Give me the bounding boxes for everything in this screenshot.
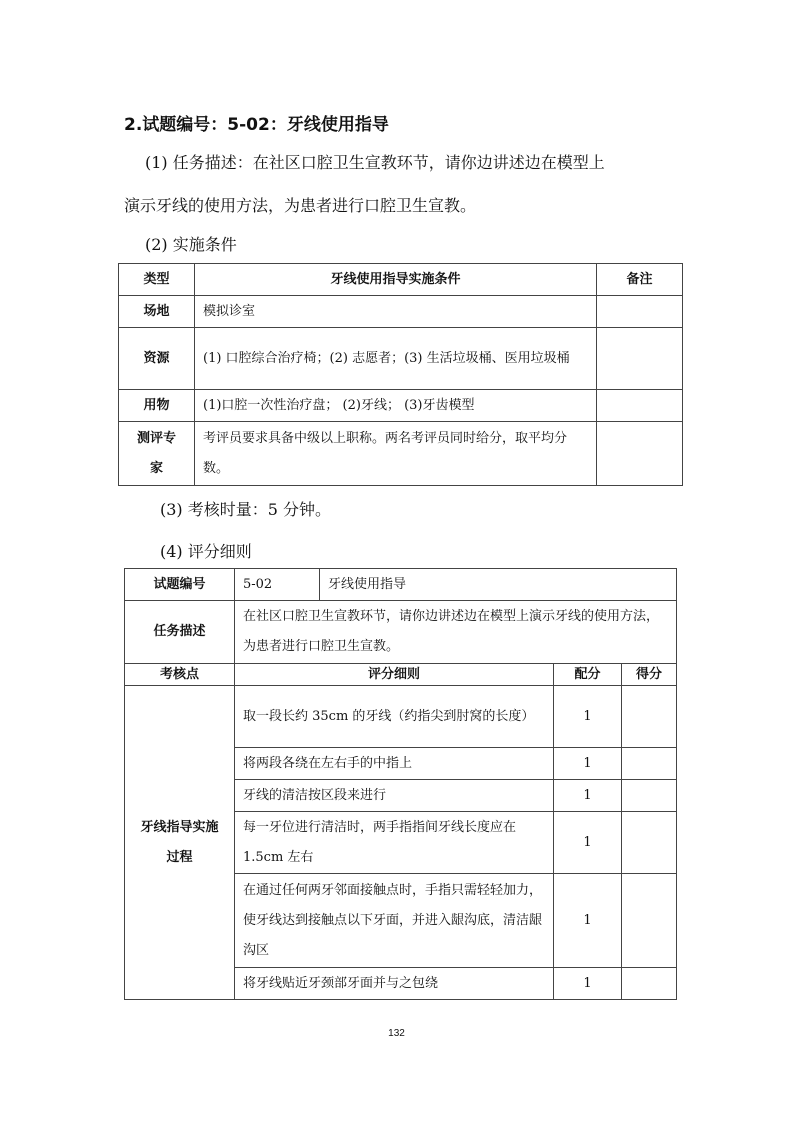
task-description-line1: (1) 任务描述：在社区口腔卫生宣教环节，请你边讲述边在模型上 (145, 153, 605, 172)
detail-cell: 在通过任何两牙邻面接触点时，手指只需轻轻加力，使牙线达到接触点以下牙面，并进入龈沟底，清洁龈沟区 (235, 874, 554, 968)
table-header-row (125, 664, 677, 686)
note-cell (597, 296, 683, 328)
section-conditions-heading: (2) 实施条件 (145, 235, 237, 254)
points-cell: 1 (554, 968, 622, 1000)
conditions-table (118, 263, 683, 486)
points-cell: 1 (554, 874, 622, 968)
score-cell (622, 780, 677, 812)
section-time-limit: (3) 考核时量：5 分钟。 (160, 500, 332, 519)
content-cell: (1)口腔一次性治疗盘； (2)牙线； (3)牙齿模型 (195, 390, 597, 422)
points-cell: 1 (554, 748, 622, 780)
desc-label: 任务描述 (125, 601, 235, 664)
content-cell: 模拟诊室 (195, 296, 597, 328)
table-row (119, 422, 683, 486)
content-cell: 考评员要求具备中级以上职称。两名考评员同时给分，取平均分数。 (195, 422, 597, 486)
header-cell: 备注 (597, 264, 683, 296)
detail-cell: 每一牙位进行清洁时，两手指指间牙线长度应在 1.5cm 左右 (235, 812, 554, 874)
task-description-line2: 演示牙线的使用方法，为患者进行口腔卫生宣教。 (124, 196, 477, 215)
group-cell: 牙线指导实施过程 (125, 686, 235, 1000)
table-row (125, 686, 677, 748)
table-row (119, 296, 683, 328)
section-scoring-heading: (4) 评分细则 (160, 542, 252, 561)
table-row (125, 569, 677, 601)
page-number: 132 (388, 1028, 405, 1039)
detail-cell: 取一段长约 35cm 的牙线（约指尖到肘窝的长度） (235, 686, 554, 748)
id-label: 试题编号 (125, 569, 235, 601)
note-cell (597, 328, 683, 390)
id-value: 5-02 (235, 569, 320, 601)
content-cell: (1) 口腔综合治疗椅；(2) 志愿者；(3) 生活垃圾桶、医用垃圾桶 (195, 328, 597, 390)
table-row (119, 328, 683, 390)
type-cell: 用物 (119, 390, 195, 422)
note-cell (597, 390, 683, 422)
header-cell: 评分细则 (235, 664, 554, 686)
score-cell (622, 812, 677, 874)
points-cell: 1 (554, 780, 622, 812)
header-cell: 得分 (622, 664, 677, 686)
header-cell: 考核点 (125, 664, 235, 686)
score-cell (622, 968, 677, 1000)
note-cell (597, 422, 683, 486)
score-cell (622, 874, 677, 968)
points-cell: 1 (554, 686, 622, 748)
header-cell: 配分 (554, 664, 622, 686)
score-cell (622, 686, 677, 748)
table-header-row (119, 264, 683, 296)
table-row (125, 601, 677, 664)
detail-cell: 牙线的清洁按区段来进行 (235, 780, 554, 812)
detail-cell: 将两段各绕在左右手的中指上 (235, 748, 554, 780)
type-cell: 场地 (119, 296, 195, 328)
header-cell: 牙线使用指导实施条件 (195, 264, 597, 296)
header-cell: 类型 (119, 264, 195, 296)
score-cell (622, 748, 677, 780)
id-name: 牙线使用指导 (320, 569, 677, 601)
type-cell: 测评专家 (119, 422, 195, 486)
section-title: 2.试题编号：5-02：牙线使用指导 (124, 115, 389, 135)
desc-value: 在社区口腔卫生宣教环节，请你边讲述边在模型上演示牙线的使用方法，为患者进行口腔卫生宣教。 (235, 601, 677, 664)
detail-cell: 将牙线贴近牙颈部牙面并与之包绕 (235, 968, 554, 1000)
points-cell: 1 (554, 812, 622, 874)
table-row (119, 390, 683, 422)
type-cell: 资源 (119, 328, 195, 390)
scoring-table (124, 568, 677, 1000)
